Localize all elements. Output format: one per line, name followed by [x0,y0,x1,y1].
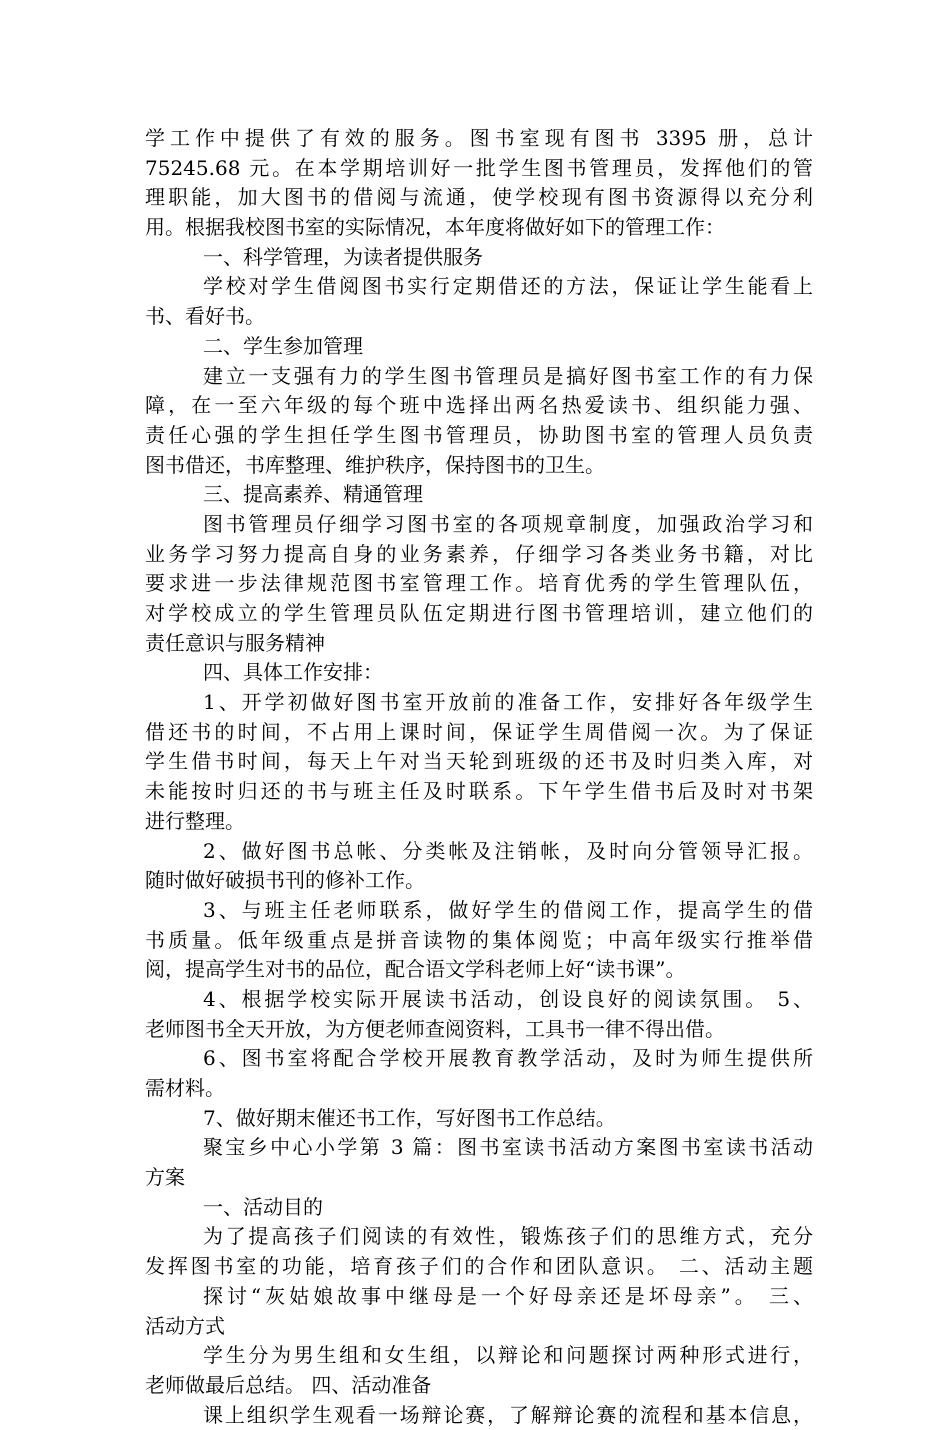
text-line: 活动方式 [145,1313,225,1338]
section-heading: 三、提高素养、精通管理 [203,482,423,507]
text-line: 6、图书室将配合学校开展教育教学活动，及时为师生提供所 [203,1046,813,1071]
text-line: 2、做好图书总帐、分类帐及注销帐，及时向分管领导汇报。 [203,838,813,863]
text-line: 探讨“灰姑娘故事中继母是一个好母亲还是坏母亲”。 三、 [203,1283,813,1308]
text-line: 发挥图书室的功能，培育孩子们的合作和团队意识。 二、活动主题 [145,1254,813,1279]
text-line: 图书借还，书库整理、维护秩序，保持图书的卫生。 [145,452,605,477]
text-line: 课上组织学生观看一场辩论赛，了解辩论赛的流程和基本信息， [203,1402,813,1427]
text-line: 借还书的时间，不占用上课时间，保证学生周借阅一次。为了保证 [145,719,813,744]
text-line: 未能按时归还的书与班主任及时联系。下午学生借书后及时对书架 [145,779,813,804]
text-line: 方案 [145,1165,185,1190]
text-line: 理职能，加大图书的借阅与流通，使学校现有图书资源得以充分利 [145,185,813,210]
section-heading: 一、活动目的 [203,1194,323,1219]
text-line: 书质量。低年级重点是拼音读物的集体阅览；中高年级实行推举借 [145,927,813,952]
text-line: 学生借书时间，每天上午对当天轮到班级的还书及时归类入库，对 [145,749,813,774]
text-line: 学工作中提供了有效的服务。图书室现有图书 3395 册，总计 [145,126,813,150]
section-heading: 二、学生参加管理 [203,333,363,358]
text-line: 责任心强的学生担任学生图书管理员，协助图书室的管理人员负责 [145,422,813,447]
text-line: 书、看好书。 [145,304,265,329]
text-line: 需材料。 [145,1076,225,1100]
text-line: 要求进一步法律规范图书室管理工作。培育优秀的学生管理队伍， [145,571,813,596]
text-line: 阅，提高学生对书的品位，配合语文学科老师上好“读书课”。 [145,957,686,982]
text-line: 聚宝乡中心小学第 3 篇：图书室读书活动方案图书室读书活动 [203,1135,813,1160]
text-line: 障，在一至六年级的每个班中选择出两名热爱读书、组织能力强、 [145,393,813,418]
text-line: 进行整理。 [145,808,245,833]
text-line: 75245.68 元。在本学期培训好一批学生图书管理员，发挥他们的管 [145,155,813,180]
text-line: 学生分为男生组和女生组，以辩论和问题探讨两种形式进行， [203,1343,813,1368]
section-heading: 四、具体工作安排： [203,660,383,685]
text-line: 4、根据学校实际开展读书活动，创设良好的阅读氛围。 5、 [203,986,813,1011]
text-line: 对学校成立的学生管理员队伍定期进行图书管理培训，建立他们的 [145,601,813,625]
section-heading: 一、科学管理，为读者提供服务 [203,244,483,269]
text-line: 随时做好破损书刊的修补工作。 [145,868,425,893]
text-line: 老师做最后总结。 四、活动准备 [145,1372,432,1397]
document-body [145,124,813,1430]
text-line: 1、开学初做好图书室开放前的准备工作，安排好各年级学生 [203,690,813,715]
text-line: 业务学习努力提高自身的业务素养，仔细学习各类业务书籍，对比 [145,541,813,566]
text-line: 用。根据我校图书室的实际情况，本年度将做好如下的管理工作： [145,215,725,240]
text-line: 3、与班主任老师联系，做好学生的借阅工作，提高学生的借 [203,897,813,922]
text-line: 7、做好期末催还书工作，写好图书工作总结。 [203,1105,616,1130]
text-line: 图书管理员仔细学习图书室的各项规章制度，加强政治学习和 [203,511,813,536]
text-line: 学校对学生借阅图书实行定期借还的方法，保证让学生能看上 [203,274,813,299]
text-line: 建立一支强有力的学生图书管理员是搞好图书室工作的有力保 [203,363,813,388]
text-line: 为了提高孩子们阅读的有效性，锻炼孩子们的思维方式，充分 [203,1224,813,1249]
text-line: 责任意识与服务精神 [145,630,325,655]
text-line: 老师图书全天开放，为方便老师查阅资料，工具书一律不得出借。 [145,1016,725,1041]
